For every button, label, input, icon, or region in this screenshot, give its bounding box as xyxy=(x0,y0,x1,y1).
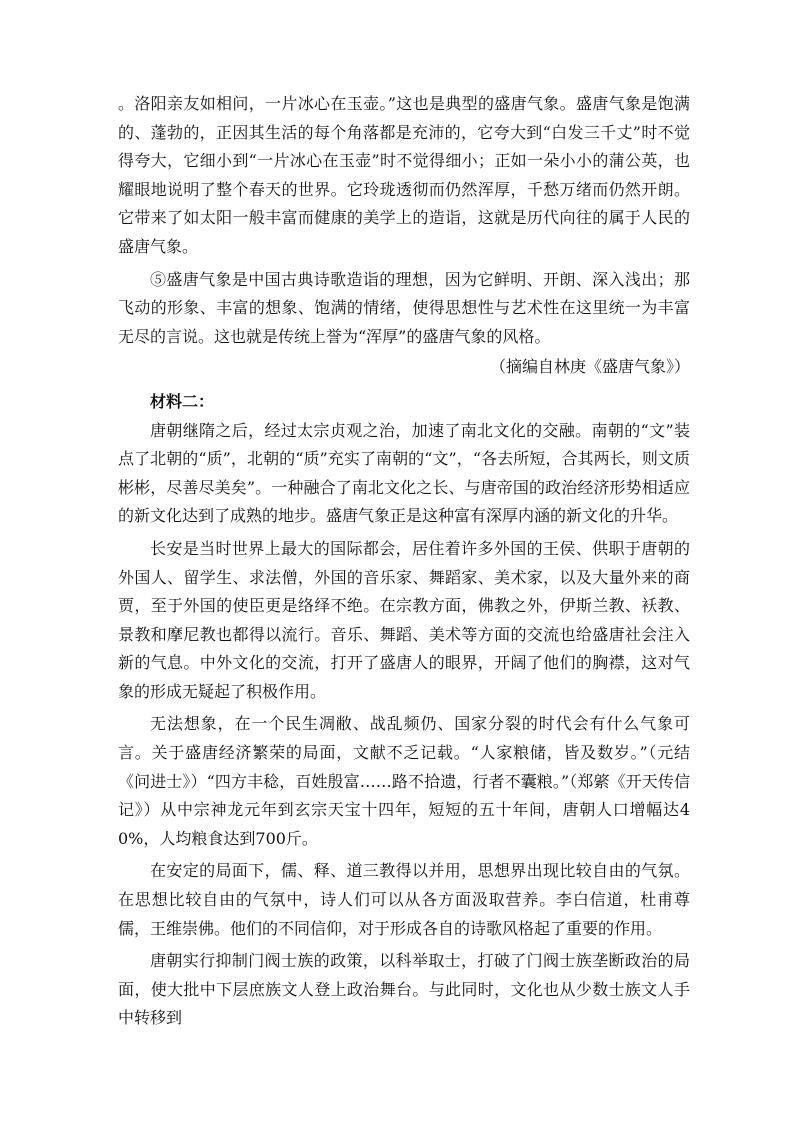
material2-paragraph-3: 无法想象，在一个民生凋敝、战乱频仍、国家分裂的时代会有什么气象可言。关于盛唐经济繁荣的局面，文献不乏记载。“人家粮储，皆及数岁。”（元结《问进士》）“四方丰稔，百姓殷富……路不拾遗，行者不囊粮。”（郑綮《开天传信记》）从中宗神龙元年到玄宗天宝十四年，短短的五十年间，唐朝人口增幅达40%，人均粮食达到700斤。 xyxy=(118,714,690,848)
material2-heading: 材料二： xyxy=(150,391,215,411)
material2-paragraph-4: 在安定的局面下，儒、释、道三教得以并用，思想界出现比较自由的气氛。在思想比较自由的气氛中，诗人们可以从各方面汲取营养。李白信道，杜甫尊儒，王维崇佛。他们的不同信仰，对于形成各自的诗歌风格起了重要的作用。 xyxy=(118,861,690,938)
material1-source: （摘编自林庚《盛唐气象》） xyxy=(489,357,690,377)
material2-paragraph-1: 唐朝继隋之后，经过太宗贞观之治，加速了南北文化的交融。南朝的“文”装点了北朝的“质”，北朝的“质”充实了南朝的“文”，“各去所短，合其两长，则文质彬彬，尽善尽美矣”。一种融合了南北文化之长、与唐帝国的政治经济形势相适应的新文化达到了成熟的地步。盛唐气象正是这种富有深厚内涵的新文化的升华。 xyxy=(118,420,690,526)
material2-paragraph-2: 长安是当时世界上最大的国际都会，居住着许多外国的王侯、供职于唐朝的外国人、留学生、求法僧，外国的音乐家、舞蹈家、美术家，以及大量外来的商贾，至于外国的使臣更是络绎不绝。在宗教方面，佛教之外，伊斯兰教、袄教、景教和摩尼教也都得以流行。音乐、舞蹈、美术等方面的交流也给盛唐社会注入新的气息。中外文化的交流，打开了盛唐人的眼界，开阔了他们的胸襟，这对气象的形成无疑起了积极作用。 xyxy=(118,538,690,701)
material1-paragraph-continued: 。洛阳亲友如相问，一片冰心在玉壶。”这也是典型的盛唐气象。盛唐气象是饱满的、蓬勃的，正因其生活的每个角落都是充沛的，它夸大到“白发三千丈”时不觉得夸大，它细小到“一片冰心在玉壶”时不觉得细小；正如一朵小小的蒲公英，也耀眼地说明了整个春天的世界。它玲珑透彻而仍然浑厚，千愁万绪而仍然开朗。它带来了如太阳一般丰富而健康的美学上的造诣，这就是历代向往的属于人民的盛唐气象。 xyxy=(118,94,690,256)
material2-paragraph-5: 唐朝实行抑制门阀士族的政策，以科举取士，打破了门阀士族垄断政治的局面，使大批中下层庶族文人登上政治舞台。与此同时，文化也从少数士族文人手中转移到 xyxy=(118,951,690,1028)
document-page xyxy=(118,90,690,1033)
material1-paragraph-5: ⑤盛唐气象是中国古典诗歌造诣的理想，因为它鲜明、开朗、深入浅出；那飞动的形象、丰富的想象、饱满的情绪，使得思想性与艺术性在这里统一为丰富无尽的言说。这也就是传统上誉为“浑厚”的盛唐气象的风格。 xyxy=(118,269,690,346)
